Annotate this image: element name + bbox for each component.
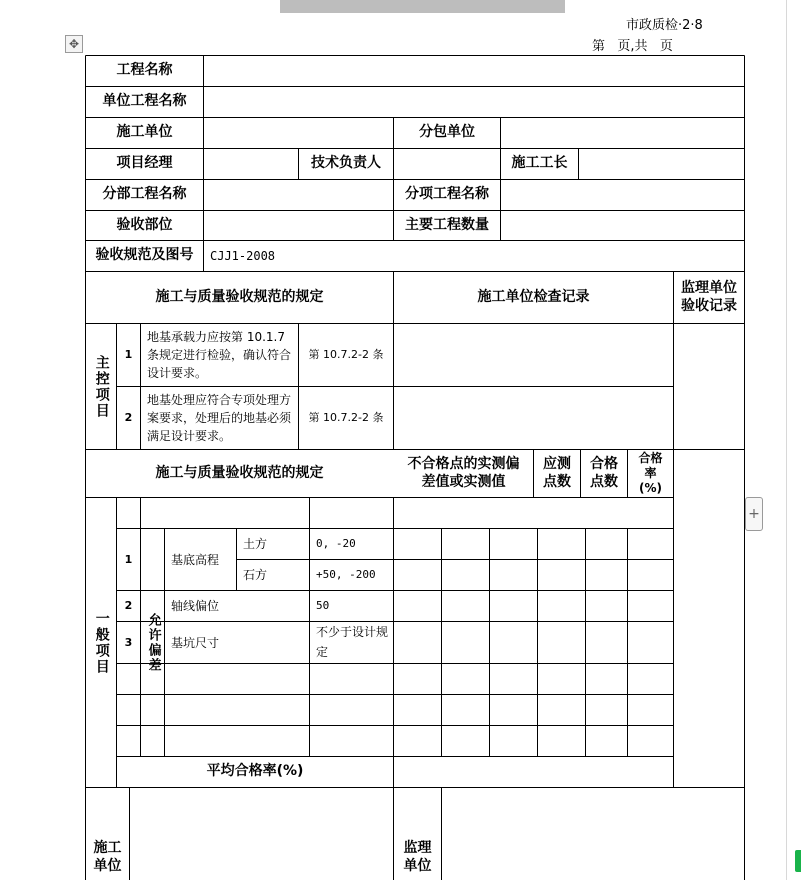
construction-unit-sign-label: 施工单位 [93, 840, 122, 874]
main-item-no: 2 [124, 411, 133, 425]
allow-deviation-label: 允许偏差 [145, 612, 161, 673]
rockwork-label: 石方 [243, 568, 268, 582]
axis-offset-value: 50 [316, 598, 330, 612]
standard-label: 验收规范及图号 [95, 247, 194, 264]
main-rules-header: 施工与质量验收规范的规定 [155, 288, 324, 305]
technical-lead-label: 技术负责人 [311, 155, 381, 172]
general-rules-header: 施工与质量验收规范的规定 [155, 464, 324, 481]
avg-pass-rate-field[interactable] [394, 757, 673, 787]
main-item-text: 地基处理应符合专项处理方案要求，处理后的地基必须满足设计要求。 [147, 393, 292, 443]
technical-lead-field[interactable] [394, 149, 500, 179]
main-item-ref: 第 10.7.2-2 条 [308, 348, 384, 362]
pit-size-label: 基坑尺寸 [171, 635, 220, 650]
general-item-no: 2 [124, 599, 133, 613]
main-item-text: 地基承载力应按第 10.1.7 条规定进行检验，确认符合设计要求。 [147, 330, 292, 380]
pit-size-value: 不少于设计规定 [316, 625, 389, 659]
main-quantity-field[interactable] [501, 211, 744, 240]
main-item-check-field[interactable] [394, 324, 673, 386]
main-item-check-field[interactable] [394, 387, 673, 449]
project-manager-label: 项目经理 [116, 155, 173, 172]
main-supervisor-field[interactable] [674, 324, 744, 449]
elevation-label: 基底高程 [171, 552, 220, 567]
add-column-button[interactable]: + [745, 497, 763, 531]
pass-points-header: 合格点数 [590, 456, 618, 490]
earthwork-value: 0, -20 [316, 536, 356, 550]
earthwork-label: 土方 [243, 537, 268, 551]
project-name-field[interactable] [204, 56, 744, 86]
sub-division-name-field[interactable] [204, 180, 393, 210]
rockwork-value: +50, -200 [316, 567, 376, 581]
general-supervisor-field[interactable] [674, 450, 744, 787]
supervisor-unit-sign-field[interactable] [442, 788, 744, 880]
main-item-no: 1 [124, 348, 133, 362]
unit-project-name-label: 单位工程名称 [102, 93, 187, 110]
should-points-header: 应测点数 [543, 456, 571, 490]
form-code: 市政质检·2·8 [626, 18, 703, 33]
general-items-label: 一般项目 [93, 610, 110, 675]
project-name-label: 工程名称 [116, 62, 173, 79]
subcontract-unit-label: 分包单位 [419, 124, 475, 141]
pass-rate-header: 合格率(%) [638, 451, 663, 495]
sub-item-name-field[interactable] [501, 180, 744, 210]
unit-project-name-field[interactable] [204, 87, 744, 117]
table-move-handle-icon[interactable]: ✥ [65, 35, 83, 53]
project-manager-field[interactable] [204, 149, 298, 179]
axis-offset-label: 轴线偏位 [171, 599, 220, 613]
general-item-no: 3 [124, 635, 133, 649]
general-item-no: 1 [124, 552, 133, 566]
check-record-header: 施工单位检查记录 [477, 288, 590, 305]
construction-foreman-label: 施工工长 [511, 155, 568, 172]
construction-foreman-field[interactable] [579, 149, 744, 179]
sub-item-name-label: 分项工程名称 [405, 186, 489, 203]
main-quantity-label: 主要工程数量 [405, 216, 489, 233]
deviation-header: 不合格点的实测偏差值或实测值 [407, 456, 520, 490]
construction-unit-label: 施工单位 [116, 124, 173, 141]
page-info: 第 页,共 页 [592, 39, 673, 54]
acceptance-part-label: 验收部位 [116, 216, 173, 233]
main-items-label: 主控项目 [93, 354, 110, 419]
supervisor-unit-sign-label: 监理单位 [403, 840, 432, 874]
sub-division-name-label: 分部工程名称 [102, 186, 187, 203]
acceptance-part-field[interactable] [204, 211, 393, 240]
construction-unit-field[interactable] [204, 118, 393, 148]
main-item-ref: 第 10.7.2-2 条 [308, 411, 384, 425]
supervisor-record-header: 监理单位验收记录 [681, 280, 737, 314]
construction-unit-sign-field[interactable] [130, 788, 393, 880]
subcontract-unit-field[interactable] [501, 118, 744, 148]
avg-pass-rate-label: 平均合格率(%) [206, 763, 304, 780]
standard-value[interactable]: CJJ1-2008 [210, 249, 276, 263]
